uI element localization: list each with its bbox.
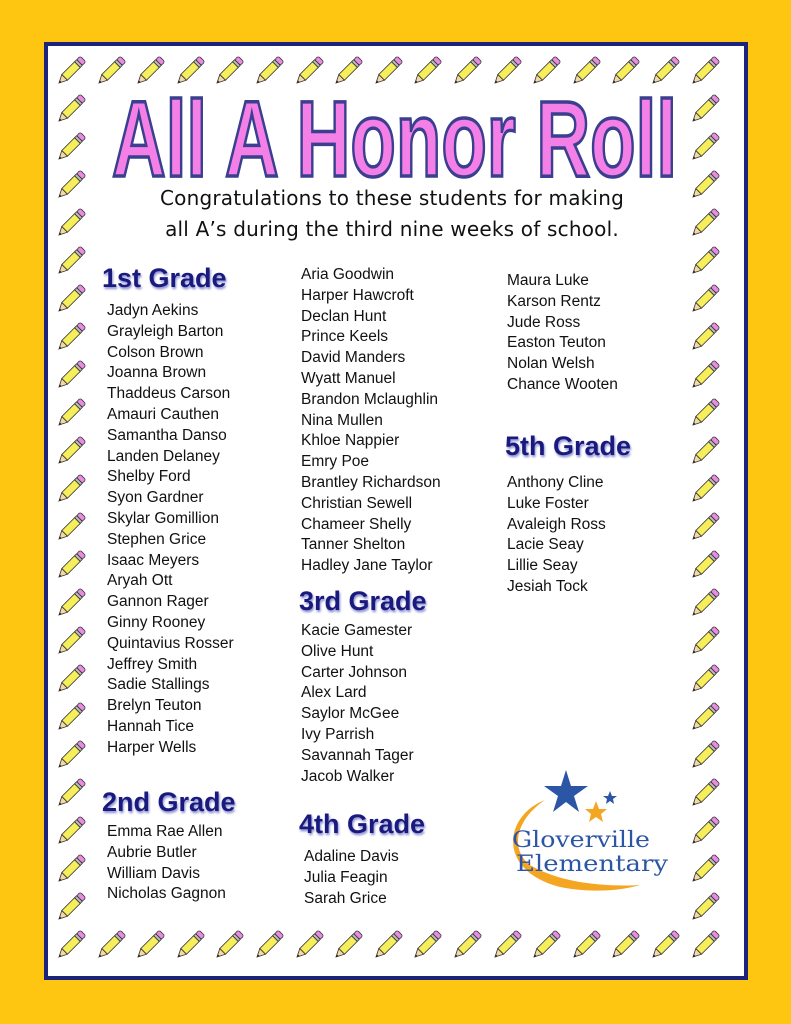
pencil-icon xyxy=(52,850,90,888)
pencil-icon xyxy=(52,470,90,508)
pencil-icon xyxy=(567,926,605,964)
student-name: Sadie Stallings xyxy=(107,676,210,694)
student-name: Chance Wooten xyxy=(507,375,618,393)
pencil-icon xyxy=(606,926,644,964)
pencil-icon xyxy=(448,926,486,964)
student-name: Isaac Meyers xyxy=(107,551,200,569)
pencil-icon xyxy=(52,432,90,470)
pencil-icon xyxy=(250,52,288,90)
pencil-icon xyxy=(52,52,90,90)
pencil-icon xyxy=(686,926,724,964)
pencil-icon xyxy=(686,888,724,926)
student-name: Wyatt Manuel xyxy=(301,369,396,387)
pencil-icon xyxy=(686,812,724,850)
student-name: William Davis xyxy=(107,864,200,882)
pencil-icon xyxy=(369,52,407,90)
pencil-icon xyxy=(686,90,724,128)
pencil-icon xyxy=(686,242,724,280)
pencil-icon xyxy=(369,926,407,964)
pencil-icon xyxy=(448,52,486,90)
student-name: Brelyn Teuton xyxy=(107,697,202,715)
subtitle-line-2: all A’s during the third nine weeks of school. xyxy=(165,217,619,241)
pencil-icon xyxy=(52,774,90,812)
pencil-icon xyxy=(329,52,367,90)
name-list-2nd-cont xyxy=(301,265,441,577)
pencil-icon xyxy=(131,52,169,90)
pencil-icon xyxy=(52,622,90,660)
student-name: Samantha Danso xyxy=(107,426,227,444)
pencil-icon xyxy=(52,128,90,166)
page-title: All A Honor Roll xyxy=(112,88,677,188)
pencil-icon xyxy=(250,926,288,964)
name-list-2nd xyxy=(107,822,226,905)
student-name: Aubrie Butler xyxy=(107,843,197,861)
student-name: Alex Lard xyxy=(301,684,367,702)
pencil-icon xyxy=(686,280,724,318)
student-name: Colson Brown xyxy=(107,343,204,361)
grade-heading-1st: 1st Grade xyxy=(102,263,227,293)
student-name: Jadyn Aekins xyxy=(107,302,199,319)
pencil-icon xyxy=(646,926,684,964)
student-name: Kacie Gamester xyxy=(301,622,413,639)
pencil-icon xyxy=(52,356,90,394)
pencil-icon xyxy=(408,52,446,90)
small-star-icon xyxy=(585,801,607,822)
student-name: Jesiah Tock xyxy=(507,577,588,595)
school-logo xyxy=(500,765,685,895)
subtitle-line-1: Congratulations to these students for making xyxy=(160,186,624,210)
student-name: Quintavius Rosser xyxy=(107,634,234,652)
grade-heading-2nd: 2nd Grade xyxy=(102,787,236,817)
student-name: Nina Mullen xyxy=(301,411,383,429)
pencil-icon xyxy=(686,394,724,432)
pencil-icon xyxy=(52,508,90,546)
student-name: Brandon Mclaughlin xyxy=(301,390,439,408)
logo-line-1: Gloverville xyxy=(512,828,650,853)
grade-heading-4th: 4th Grade xyxy=(299,809,426,839)
pencil-icon xyxy=(686,470,724,508)
student-name: Emma Rae Allen xyxy=(107,823,223,840)
student-name: Carter Johnson xyxy=(301,663,407,681)
student-name: Lillie Seay xyxy=(507,557,578,575)
pencil-icon xyxy=(527,52,565,90)
pencil-icon xyxy=(52,242,90,280)
student-name: Aryah Ott xyxy=(107,572,173,590)
student-name: Aria Goodwin xyxy=(301,266,395,283)
grade-heading-5th: 5th Grade xyxy=(505,431,632,461)
student-name: Sarah Grice xyxy=(304,889,387,907)
pencil-icon xyxy=(92,52,130,90)
pencil-icon xyxy=(92,926,130,964)
name-list-1st xyxy=(107,301,234,759)
student-name: Brantley Richardson xyxy=(301,473,441,491)
student-name: Jeffrey Smith xyxy=(107,655,198,673)
student-name: Ginny Rooney xyxy=(107,613,206,631)
student-name: Savannah Tager xyxy=(301,746,414,764)
student-name: Saylor McGee xyxy=(301,705,400,723)
name-list-5th xyxy=(507,473,606,598)
student-name: Prince Keels xyxy=(301,328,389,346)
tiny-star-icon xyxy=(603,791,617,804)
student-name: Gannon Rager xyxy=(107,593,209,611)
student-name: Karson Rentz xyxy=(507,292,601,310)
pencil-icon xyxy=(686,52,724,90)
pencil-icon xyxy=(686,356,724,394)
student-name: Shelby Ford xyxy=(107,468,191,486)
student-name: Nicholas Gagnon xyxy=(107,885,226,903)
name-list-4th xyxy=(304,847,399,909)
pencil-icon xyxy=(408,926,446,964)
student-name: Harper Wells xyxy=(107,738,197,756)
pencil-icon xyxy=(686,660,724,698)
student-name: Olive Hunt xyxy=(301,642,374,660)
pencil-icon xyxy=(646,52,684,90)
student-name: Nolan Welsh xyxy=(507,355,595,373)
pencil-icon xyxy=(290,926,328,964)
title-banner xyxy=(100,88,690,188)
pencil-icon xyxy=(527,926,565,964)
pencil-icon xyxy=(52,584,90,622)
student-name: Syon Gardner xyxy=(107,489,204,507)
pencil-icon xyxy=(210,926,248,964)
student-name: Easton Teuton xyxy=(507,334,606,352)
student-name: Landen Delaney xyxy=(107,447,220,465)
pencil-icon xyxy=(52,812,90,850)
pencil-icon xyxy=(171,926,209,964)
pencil-icon xyxy=(686,508,724,546)
student-name: Tanner Shelton xyxy=(301,536,406,554)
pencil-icon xyxy=(52,166,90,204)
pencil-icon xyxy=(488,926,526,964)
student-name: Khloe Nappier xyxy=(301,432,400,450)
pencil-icon xyxy=(52,204,90,242)
student-name: Amauri Cauthen xyxy=(107,405,220,423)
student-name: Hannah Tice xyxy=(107,717,195,735)
pencil-icon xyxy=(52,888,90,926)
student-name: Maura Luke xyxy=(507,272,589,289)
student-name: Declan Hunt xyxy=(301,307,387,325)
student-name: Christian Sewell xyxy=(301,494,413,512)
pencil-icon xyxy=(52,736,90,774)
pencil-icon xyxy=(52,280,90,318)
pencil-icon xyxy=(606,52,644,90)
student-name: Avaleigh Ross xyxy=(507,515,606,533)
student-name: Lacie Seay xyxy=(507,536,584,554)
student-name: Chameer Shelly xyxy=(301,515,412,533)
pencil-icon xyxy=(686,128,724,166)
student-name: Hadley Jane Taylor xyxy=(301,557,433,575)
student-name: Skylar Gomillion xyxy=(107,509,219,527)
student-name: Emry Poe xyxy=(301,453,370,471)
pencil-icon xyxy=(52,660,90,698)
pencil-icon xyxy=(686,546,724,584)
pencil-icon xyxy=(131,926,169,964)
large-star-icon xyxy=(544,770,588,812)
student-name: Joanna Brown xyxy=(107,364,207,382)
pencil-icon xyxy=(488,52,526,90)
student-name: Stephen Grice xyxy=(107,530,207,548)
student-name: Luke Foster xyxy=(507,494,589,512)
pencil-icon xyxy=(52,318,90,356)
pencil-icon xyxy=(171,52,209,90)
student-name: Julia Feagin xyxy=(304,868,388,886)
pencil-icon xyxy=(686,318,724,356)
pencil-icon xyxy=(290,52,328,90)
name-list-3rd xyxy=(301,621,414,787)
student-name: Jude Ross xyxy=(507,313,581,331)
pencil-icon xyxy=(686,432,724,470)
pencil-icon xyxy=(686,622,724,660)
grade-heading-3rd: 3rd Grade xyxy=(299,586,427,616)
student-name: Jacob Walker xyxy=(301,767,395,785)
pencil-icon xyxy=(52,90,90,128)
student-name: Harper Hawcroft xyxy=(301,286,414,304)
pencil-icon xyxy=(686,584,724,622)
pencil-icon xyxy=(686,698,724,736)
student-name: Adaline Davis xyxy=(304,848,399,865)
student-name: Ivy Parrish xyxy=(301,725,375,743)
pencil-icon xyxy=(52,546,90,584)
pencil-icon xyxy=(52,394,90,432)
student-name: Thaddeus Carson xyxy=(107,385,231,403)
pencil-icon xyxy=(686,736,724,774)
pencil-icon xyxy=(686,774,724,812)
pencil-icon xyxy=(567,52,605,90)
student-name: Grayleigh Barton xyxy=(107,322,224,340)
pencil-icon xyxy=(52,698,90,736)
pencil-icon xyxy=(52,926,90,964)
student-name: David Manders xyxy=(301,349,406,367)
logo-line-2: Elementary xyxy=(516,852,669,877)
pencil-icon xyxy=(686,850,724,888)
student-name: Anthony Cline xyxy=(507,474,604,491)
pencil-icon xyxy=(329,926,367,964)
name-list-4th-cont xyxy=(507,271,618,396)
pencil-icon xyxy=(210,52,248,90)
